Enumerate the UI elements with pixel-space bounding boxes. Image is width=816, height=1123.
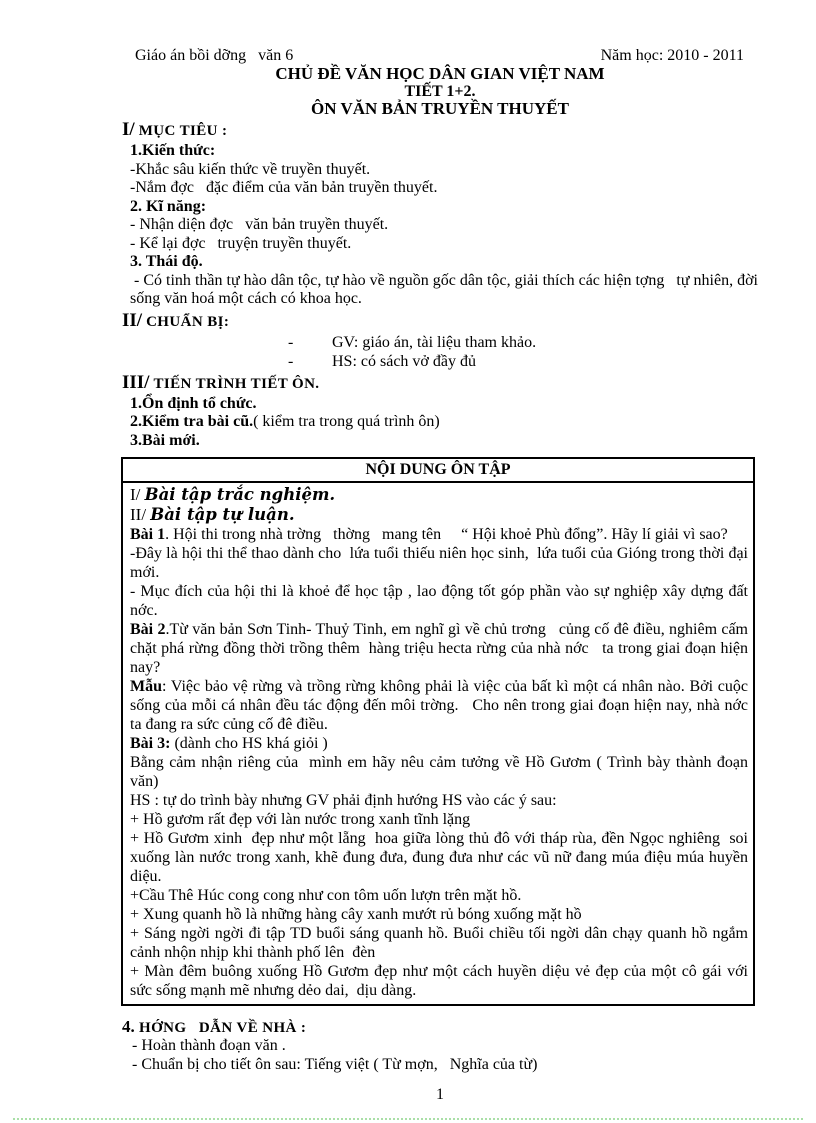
sample-text: : Việc bảo vệ rừng và trồng rừng không phải là việc của bất kì một cá nhân nào. Bởi cuộc sống của mỗi cá nhân đều tác động đến môi trờng. Cho nên trong giai đoạn hiện nay, nhà nớc ta đang ra sức củng cố đê điều. xyxy=(130,678,760,733)
exercise-3-prompt: Bằng cảm nhận riêng của mình em hãy nêu cảm tưởng về Hồ Gươm ( Trình bày thành đoạn văn) xyxy=(130,754,752,790)
step-kiem-tra-label: 2.Kiểm tra bài cũ. xyxy=(130,413,254,430)
exercise-section-2 xyxy=(130,505,748,525)
section-label: TIẾN TRÌNH TIẾT ÔN. xyxy=(153,375,320,392)
line-kien-thuc-2: -Nắm đợc đặc điểm của văn bản truyền thuyết. xyxy=(130,179,438,196)
exercise-3-heading xyxy=(130,734,748,753)
section-label: CHUẨN BỊ: xyxy=(146,313,230,330)
exercise-1-label: Bài 1 xyxy=(130,526,166,543)
exercise-section-1-title: Bài tập trắc nghiệm. xyxy=(144,485,336,504)
guidance-point-3: +Cầu Thê Húc cong cong như con tôm uốn lượn trên mặt hồ. xyxy=(130,887,522,904)
homework-item-1: - Hoàn thành đoạn văn . xyxy=(132,1037,286,1054)
review-content-table xyxy=(121,457,760,1006)
step-bai-moi: 3.Bài mới. xyxy=(130,431,200,449)
homework-item-2: - Chuẩn bị cho tiết ôn sau: Tiếng việt ( Từ mợn, Nghĩa của từ) xyxy=(132,1055,538,1073)
subheading-thai-do: 3. Thái độ. xyxy=(130,253,203,270)
exercise-2-label: Bài 2 xyxy=(130,621,166,638)
line-thai-do: - Có tinh thần tự hào dân tộc, tự hào về nguồn gốc dân tộc, giải thích các hiện tợng tự nhiên, đời sống văn hoá một cách có khoa học. xyxy=(130,271,763,307)
page-content xyxy=(122,46,763,1104)
step-on-dinh: 1.Ổn định tổ chức. xyxy=(130,394,257,412)
prep-item-hs xyxy=(122,352,758,371)
exercise-1-answer-2: - Mục đích của hội thi là khoẻ để học tập , lao động tốt góp phần vào sự nghiệp xây dựng đất nớc. xyxy=(130,583,752,619)
homework-list xyxy=(122,1037,758,1074)
homework-heading xyxy=(122,1017,758,1037)
guidance-point-5: + Sáng ngời ngời đi tập TD buổi sáng quanh hồ. Buổi chiều tối ngời dân chạy quanh hồ ngắm cảnh nhộn nhịp khi thành phố lên đèn xyxy=(130,925,752,961)
guidance-point-2: + Hồ Gươm xinh đẹp như một lẵng hoa giữa lòng thủ đô với tháp rùa, đền Ngọc nghiêng soi xuống làn nước trong xanh, khẽ đung đưa, đung đưa như các vũ nữ đang múa điệu múa huyền diệu. xyxy=(130,830,752,885)
exercise-section-2-title: Bài tập tự luận. xyxy=(150,505,295,524)
section-numeral: II/ xyxy=(122,309,143,331)
exercise-section-2-numeral: II/ xyxy=(130,505,151,524)
prep-item-gv xyxy=(122,333,758,352)
prep-hs-text: HS: có sách vở đầy đủ xyxy=(332,352,476,370)
step-kiem-tra-note: ( kiểm tra trong quá trình ôn) xyxy=(253,413,440,430)
exercise-2-question xyxy=(130,620,752,677)
exercise-1-answer-1: -Đây là hội thi thể thao dành cho lứa tuổi thiếu niên học sinh, lứa tuổi của Gióng trong thời đại mới. xyxy=(130,545,752,581)
dash-bullet: - xyxy=(288,352,294,370)
subheading-kien-thuc: 1.Kiến thức: xyxy=(130,142,216,159)
homework-label: HỚNG DẪN VỀ NHÀ : xyxy=(139,1020,307,1036)
step-kiem-tra xyxy=(122,413,758,432)
section-label: MỤC TIÊU : xyxy=(138,123,228,139)
exercise-2-sample-answer xyxy=(130,677,760,734)
doc-title-line2: TIẾT 1+2. xyxy=(404,83,476,100)
exercise-3-label: Bài 3: xyxy=(130,735,171,752)
guidance-point-6: + Màn đêm buông xuống Hồ Gươm đẹp như một cách huyền diệu vẻ đẹp của một cô gái với sức sống mạnh mẽ nhưng dẻo dai, dịu dàng. xyxy=(130,963,752,999)
line-kien-thuc-1: -Khắc sâu kiến thức về truyền thuyết. xyxy=(130,160,371,178)
subheading-ki-nang: 2. Kĩ năng: xyxy=(130,197,207,215)
hs-guidance-note: HS : tự do trình bày nhưng GV phải định hướng HS vào các ý sau: xyxy=(130,792,557,809)
exercise-section-1-numeral: I/ xyxy=(130,485,145,504)
exercise-2-text: .Từ văn bản Sơn Tinh- Thuỷ Tinh, em nghĩ gì về chủ trơng củng cố đê điều, nghiêm cấm chặt phá rừng đồng thời trồng thêm hàng triệu hecta rừng của nhà nớc ta trong giai đoạn hiện nay? xyxy=(130,621,752,676)
guidance-point-4: + Xung quanh hồ là những hàng cây xanh mướt rủ bóng xuống mặt hồ xyxy=(130,906,582,923)
doc-title-line3: ÔN VĂN BẢN TRUYỀN THUYẾT xyxy=(311,99,569,118)
sample-label: Mẫu xyxy=(130,678,162,695)
guidance-point-1: + Hồ gươm rất đẹp với làn nước trong xanh tĩnh lặng xyxy=(130,811,471,828)
running-header xyxy=(122,46,758,65)
section-numeral: I/ xyxy=(122,119,135,140)
exercise-3-note: (dành cho HS khá giỏi ) xyxy=(170,735,328,752)
table-body xyxy=(123,483,760,1004)
line-ki-nang-1: - Nhận diện đợc văn bản truyền thuyết. xyxy=(130,216,389,233)
dash-bullet: - xyxy=(288,333,294,351)
header-right-text: Năm học: 2010 - 2011 xyxy=(600,47,744,64)
prep-gv-text: GV: giáo án, tài liệu tham khảo. xyxy=(332,333,537,351)
line-ki-nang-2: - Kể lại đợc truyện truyền thuyết. xyxy=(130,234,352,252)
exercise-1-question xyxy=(130,525,748,544)
doc-title-line1: CHỦ ĐỀ VĂN HỌC DÂN GIAN VIỆT NAM xyxy=(275,64,605,83)
header-left-text: Giáo án bồi dỡng văn 6 xyxy=(135,47,294,64)
exercise-section-1 xyxy=(130,485,748,505)
section-numeral: III/ xyxy=(122,371,150,393)
section-heading-tien-trinh xyxy=(122,372,758,395)
section-heading-chuan-bi xyxy=(122,310,758,333)
page-number: 1 xyxy=(436,1086,444,1103)
section-heading-muc-tieu xyxy=(122,119,758,142)
homework-number: 4. xyxy=(122,1017,139,1036)
table-header: NỘI DUNG ÔN TẬP xyxy=(123,459,753,483)
lesson-steps xyxy=(122,395,758,451)
page-bottom-divider xyxy=(13,1118,803,1120)
exercise-1-text: . Hội thi trong nhà trờng thờng mang tên “ Hội khoẻ Phù đổng”. Hãy lí giải vì sao? xyxy=(165,526,728,543)
